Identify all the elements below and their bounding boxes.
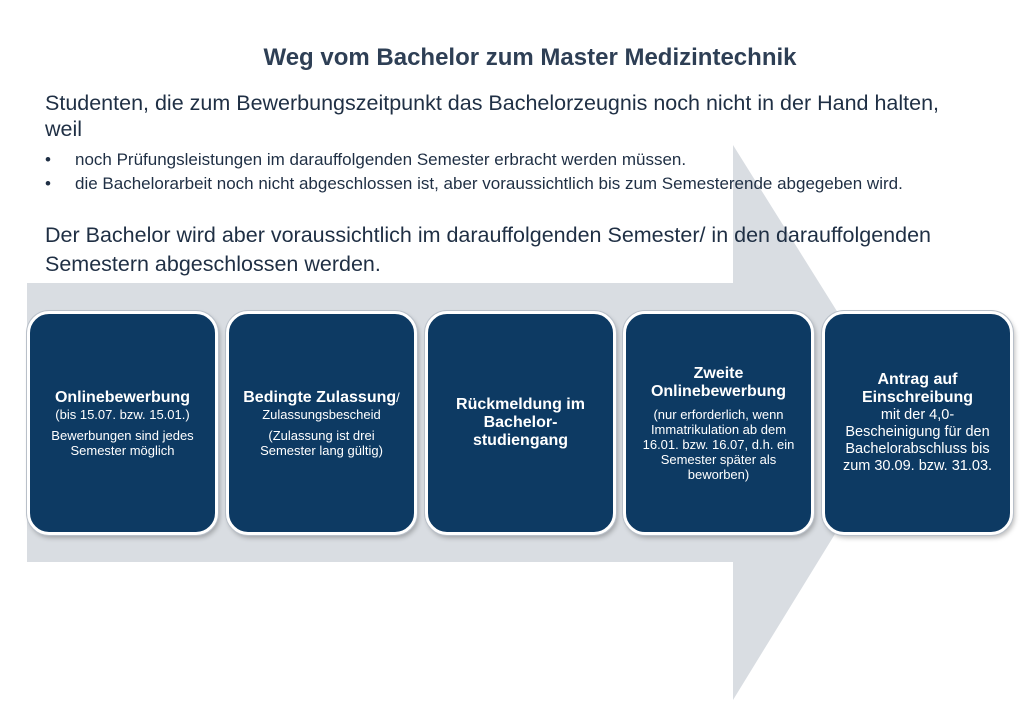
- page-title: Weg vom Bachelor zum Master Medizintechnik: [263, 44, 797, 71]
- step-detail: (Zulassung ist drei Semester lang gültig): [260, 427, 383, 458]
- step-heading-separator: /: [396, 389, 400, 405]
- step-heading: Rückmeldung im Bachelor-studiengang: [456, 396, 585, 449]
- step-heading: Zweite Onlinebewerbung: [650, 364, 787, 400]
- step-heading: Bedingte Zulassung: [243, 388, 397, 406]
- intro-text: Studenten, die zum Bewerbungszeitpunkt das Bachelorzeugnis noch nicht in der Hand halten, weil: [45, 91, 940, 141]
- step-deadline: (bis 15.07. bzw. 15.01.): [55, 406, 190, 422]
- step-zweite-onlinebewerbung: [623, 311, 814, 535]
- step-bedingte-zulassung: [226, 311, 417, 535]
- condition-item: • noch Prüfungsleistungen im darauffolgenden Semester erbracht werden müssen.: [45, 148, 975, 172]
- step-antrag-einschreibung: [822, 311, 1013, 535]
- step-heading: Onlinebewerbung: [54, 388, 191, 406]
- conclusion-text: Der Bachelor wird aber voraussichtlich im darauffolgenden Semester/ in den darauffolgenden Semestern abgeschlossen werden.: [45, 223, 932, 276]
- step-onlinebewerbung: [27, 311, 218, 535]
- step-rueckmeldung: [425, 311, 616, 535]
- step-detail: Bewerbungen sind jedes Semester möglich: [51, 427, 194, 458]
- step-detail: (nur erforderlich, wenn Immatrikulation ab dem 16.01. bzw. 16.07, d.h. ein Semester später als beworben): [642, 406, 795, 482]
- step-subheading: Zulassungsbescheid: [262, 406, 381, 422]
- condition-item: • die Bachelorarbeit noch nicht abgeschlossen ist, aber voraussichtlich bis zum Semesterende abgegeben wird.: [45, 172, 975, 196]
- condition-list: [45, 148, 975, 196]
- step-heading-wrap: [243, 389, 400, 407]
- step-heading: Antrag auf Einschreibung: [861, 371, 974, 406]
- step-detail: mit der 4,0-Bescheinigung für den Bachelorabschluss bis zum 30.09. bzw. 31.03.: [842, 407, 993, 474]
